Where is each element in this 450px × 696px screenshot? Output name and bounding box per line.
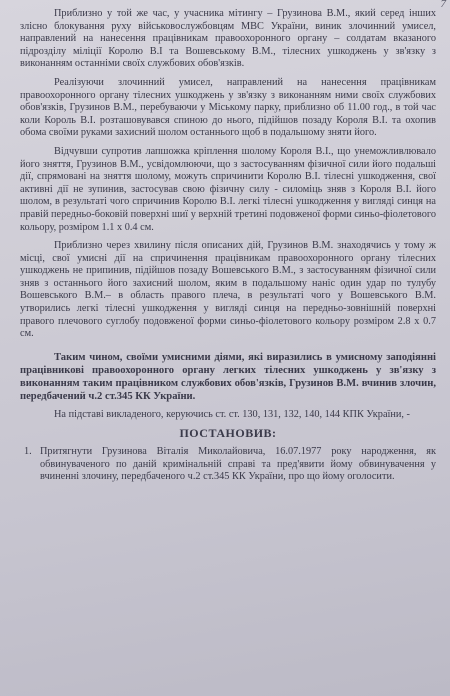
basis-paragraph: На підставі викладеного, керуючись ст. ст. 130, 131, 132, 140, 144 КПК України, -: [54, 408, 410, 420]
paragraph-4: Приблизно через хвилину після описаних дій, Грузинов В.М. знаходячись у тому ж місці, свої умисні дії на спричинення працівникам правоохоронного органу тілесних ушкоджень не припинив, підійшов позаду Вошевського В.М., з застосуванням фізичної сили зняв з останнього його захисний шолом, яким в подальшому наніс один удар по тулубу Вошевського В.М.– в область правого плеча, в результаті чого у Вошевського В.М. утворились легкі тілесні ушкодження у вигляді синця на передньо-зовнішній поверхні правого плечового суглобу подовженої форми синьо-фіолетового кольору розміром 2.8 х 0.7 см.: [20, 240, 436, 340]
document-body: [20, 8, 436, 484]
item-number: 1.: [24, 446, 32, 458]
paragraph-1: Приблизно у той же час, у учасника мітингу – Грузинова В.М., який серед інших злісно блокування руху військовослужбовцям МВС України, виник злочинний умисел, направлений на нанесення працівникам правоохоронного органу – солдатам вказаного підрозділу міліції Королю В.І та Вошевському В.М., тілесних ушкоджень у зв'язку з виконанням останніми своїх службових обов'язків.: [20, 8, 436, 70]
paragraph-2: Реалізуючи злочинний умисел, направлений на нанесення працівникам правоохоронного органу тілесних ушкоджень у зв'язку з виконанням ними своїх службових обов'язків, Грузинов В.М., перебуваючи у Міському парку, приблизно об 11.00 год., в той час коли Король В.І. розташовувався спиною до нього, підійшов позаду Короля В.І. та охопив обома своїми руками захисний шолом останнього щоб в подальшому зняти його.: [20, 76, 436, 139]
page-number: 7: [440, 0, 446, 10]
resolution-heading: ПОСТАНОВИВ:: [179, 426, 277, 441]
item-text: Притягнути Грузинова Віталія Миколайовича, 16.07.1977 року народження, як обвинуваченого по даній кримінальній справі та пред'явити йому обвинувачення у вчиненні злочину, передбаченого ч.2 ст.345 КК України, про що йому оголосити.: [40, 446, 436, 483]
paragraph-3: Відчувши супротив лапшожка кріплення шолому Короля В.І., що унеможливлювало його зняття, Грузинов В.М., усвідомлюючи, що з застосуванням фізичної сили його подальші дії, спрямовані на зняття шолому, можуть спричинити Королю В.І. тілесні ушкодження, свої активні дії не зупинив, застосував свою фізичну силу - силоміць зняв з Короля В.І. його шолом, в результаті чого спричинив Королю В.І. легкі тілесні ушкодження у вигляді синця на правій передньо-боковій поверхні шиї у верхній третині подовженої форми синьо-фіолетового кольору, розміром 1.1 х 0.4 см.: [20, 145, 436, 233]
conclusion-paragraph: Таким чином, своїми умисними діями, які виразились в умисному заподіянні працівникові правоохоронного органу легких тілесних ушкоджень у зв'язку з виконанням таким працівником службових обов'язків, Грузинов В.М. вчинив злочин, передбачений ч.2 ст.345 КК України.: [20, 351, 436, 402]
resolution-item-1: [20, 446, 436, 484]
